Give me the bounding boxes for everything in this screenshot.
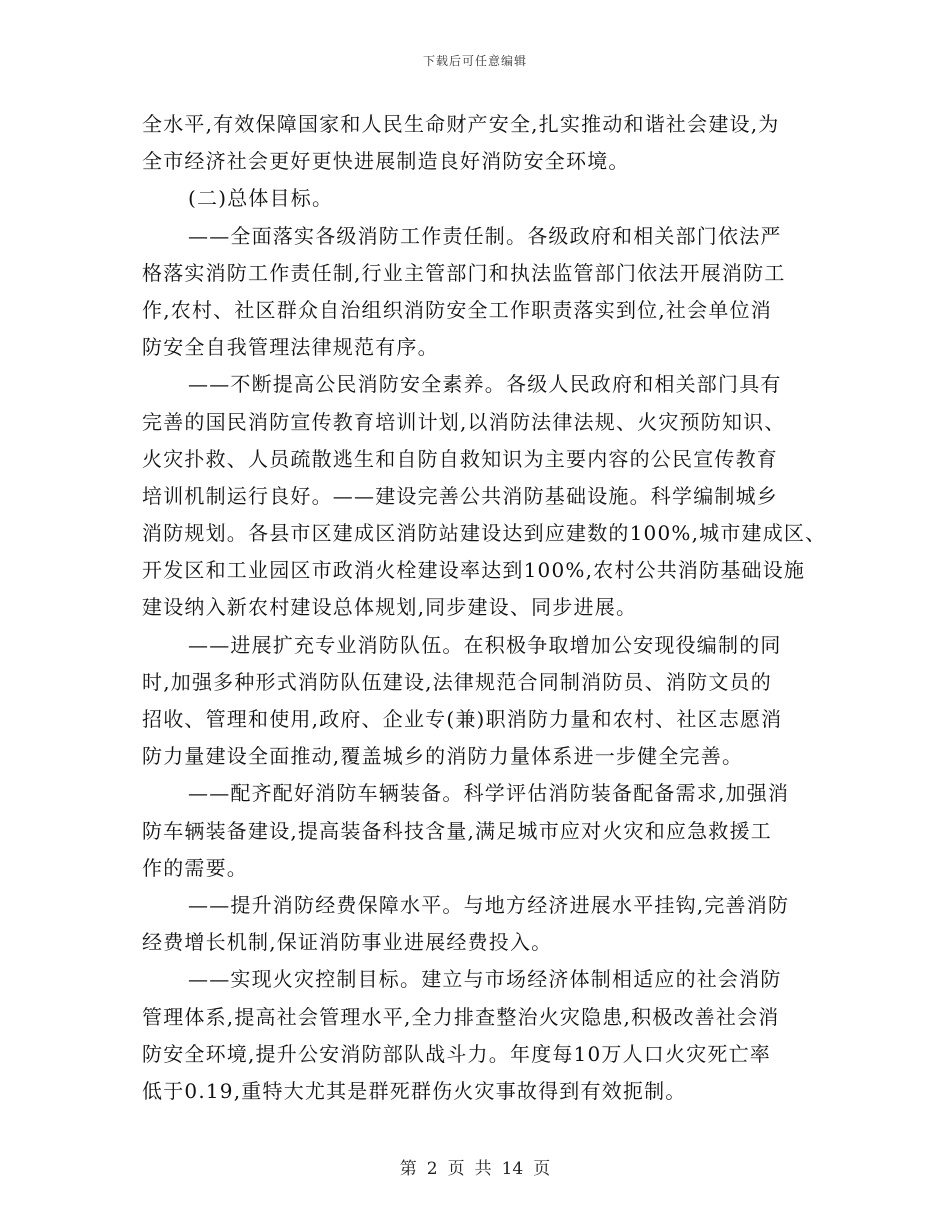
body-line: 防力量建设全面推动,覆盖城乡的消防力量体系进一步健全完善。 — [142, 744, 744, 769]
body-line: 时,加强多种形式消防队伍建设,法律规范合同制消防员、消防文员的 — [142, 669, 772, 694]
footer-prefix: 第 — [399, 1159, 417, 1179]
body-line: 招收、管理和使用,政府、企业专(兼)职消防力量和农村、社区志愿消 — [142, 707, 783, 731]
footer-total-word: 共 — [474, 1159, 492, 1179]
body-line: 全水平,有效保障国家和人民生命财产安全,扎实推动和谐社会建设,为 — [142, 112, 780, 136]
body-line: 低于0.19,重特大尤其是群死群伤火灾事故得到有效扼制。 — [142, 1078, 687, 1103]
body-line: 作,农村、社区群众自治组织消防安全工作职责落实到位,社会单位消 — [142, 297, 772, 322]
footer-page-word: 页 — [447, 1159, 465, 1179]
page-footer — [0, 1154, 950, 1179]
body-line: ——实现火灾控制目标。建立与市场经济体制相适应的社会消防 — [188, 967, 782, 992]
body-line: 培训机制运行良好。——建设完善公共消防基础设施。科学编制城乡 — [142, 483, 778, 508]
footer-total-pages: 14 — [501, 1159, 524, 1179]
body-line: ——提升消防经费保障水平。与地方经济进展水平挂钩,完善消防 — [188, 892, 790, 917]
document-body — [142, 106, 832, 1110]
footer-suffix: 页 — [533, 1159, 551, 1179]
body-line: 建设纳入新农村建设总体规划,同步建设、同步进展。 — [142, 595, 638, 620]
body-line: 经费增长机制,保证消防事业进展经费投入。 — [142, 930, 553, 955]
body-line: 开发区和工业园区市政消火栓建设率达到100%,农村公共消防基础设施 — [142, 558, 806, 583]
body-line: (二)总体目标。 — [188, 186, 334, 211]
body-line: ——配齐配好消防车辆装备。科学评估消防装备配备需求,加强消 — [188, 781, 790, 806]
body-line: 防安全自我管理法律规范有序。 — [142, 335, 439, 360]
body-line: ——不断提高公民消防安全素养。各级人民政府和相关部门具有 — [188, 372, 782, 397]
body-line: 火灾扑救、人员疏散逃生和自防自救知识为主要内容的公民宣传教育 — [142, 446, 778, 471]
body-line: 防车辆装备建设,提高装备科技含量,满足城市应对火灾和应急救援工 — [142, 818, 772, 843]
body-line: 格落实消防工作责任制,行业主管部门和执法监管部门依法开展消防工 — [142, 260, 786, 285]
body-line: 防安全环境,提升公安消防部队战斗力。年度每10万人口火灾死亡率 — [142, 1041, 772, 1066]
body-line: ——进展扩充专业消防队伍。在积极争取增加公安现役编制的同 — [188, 632, 782, 657]
body-line: ——全面落实各级消防工作责任制。各级政府和相关部门依法严 — [188, 223, 782, 248]
body-line: 全市经济社会更好更快进展制造良好消防安全环境。 — [142, 149, 630, 174]
body-line: 管理体系,提高社会管理水平,全力排查整治火灾隐患,积极改善社会消 — [142, 1004, 780, 1029]
footer-page-number: 2 — [426, 1159, 438, 1179]
body-line: 作的需要。 — [142, 855, 248, 880]
body-line: 消防规划。各县市区建成区消防站建设达到应建数的100%,城市建成区、 — [142, 521, 827, 546]
page-header: 下载后可任意编辑 — [422, 54, 527, 68]
body-line: 完善的国民消防宣传教育培训计划,以消防法律法规、火灾预防知识、 — [142, 409, 786, 434]
